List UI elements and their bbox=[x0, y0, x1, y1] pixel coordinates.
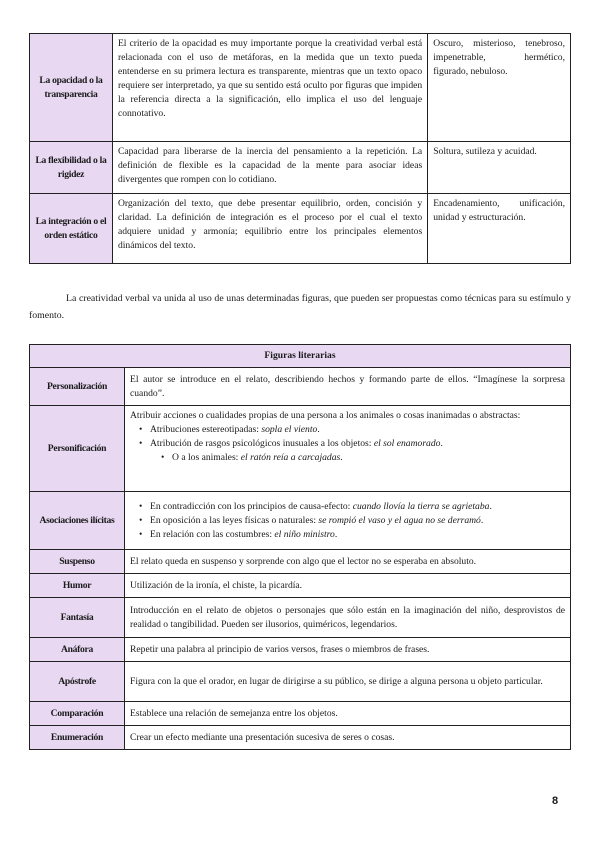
figure-description: Establece una relación de semejanza entre los objetos. bbox=[125, 702, 571, 726]
criterion-label: La opacidad o la transparencia bbox=[30, 34, 113, 142]
figure-label: Personificación bbox=[30, 406, 125, 492]
figure-description: Figura con la que el orador, en lugar de dirigirse a su público, se dirige a alguna persona u objeto particular. bbox=[125, 662, 571, 702]
table-row bbox=[30, 574, 571, 598]
figure-description: El autor se introduce en el relato, describiendo hechos y formando parte de ellos. “Imagínese la sorpresa cuando”. bbox=[125, 368, 571, 406]
bullet-text: En contradicción con los principios de causa-efecto: bbox=[150, 500, 353, 512]
figure-label: Fantasía bbox=[30, 598, 125, 638]
criterion-label: La integración o el orden estático bbox=[30, 194, 113, 264]
example-text: se rompió el vaso y el agua no se derramó bbox=[318, 514, 481, 526]
intro-paragraph: La creatividad verbal va unida al uso de unas determinadas figuras, que pueden ser propuestas como técnicas para su estímulo y fomento. bbox=[29, 293, 571, 321]
figure-description bbox=[125, 406, 571, 492]
table-row bbox=[30, 550, 571, 574]
table-row bbox=[30, 194, 571, 264]
criterion-description: El criterio de la opacidad es muy importante porque la creatividad verbal está relacionada con el uso de metáforas, en la medida que un texto pueda entenderse en su primera lectura es transparente, mientras que un texto opaco requiere ser interpretado, ya que su sentido está oculto por figuras que impiden la referencia directa a la significación, ello implica el uso del lenguaje connotativo. bbox=[112, 34, 427, 142]
creativity-criteria-table bbox=[29, 33, 571, 264]
figure-description bbox=[125, 492, 571, 550]
figure-label: Enumeración bbox=[30, 726, 125, 750]
table-row bbox=[30, 34, 571, 142]
table-row bbox=[30, 368, 571, 406]
list-item: • En oposición a las leyes físicas o naturales: se rompió el vaso y el agua no se derramó. bbox=[150, 514, 565, 528]
list-item: • En contradicción con los principios de causa-efecto: cuando llovía la tierra se agrietaba. bbox=[150, 500, 565, 514]
criterion-label: La flexibilidad o la rigidez bbox=[30, 142, 113, 194]
figure-description: Utilización de la ironía, el chiste, la picardía. bbox=[125, 574, 571, 598]
list-item: • Atribución de rasgos psicológicos inusuales a los objetos: el sol enamorado. • O a los animales: el ratón reía a carcajadas. bbox=[150, 437, 565, 465]
figure-description: El relato queda en suspenso y sorprende con algo que el lector no se esperaba en absoluto. bbox=[125, 550, 571, 574]
list-item: • O a los animales: el ratón reía a carcajadas. bbox=[172, 451, 565, 465]
example-text: el niño ministro bbox=[274, 528, 335, 540]
bullet-text: O a los animales: bbox=[172, 452, 241, 463]
criterion-qualities: Soltura, sutileza y acuidad. bbox=[428, 142, 571, 194]
criterion-description: Organización del texto, que debe presentar equilibrio, orden, concisión y claridad. La definición de integración es el proceso por el cual el texto adquiere unidad y armonía; equilibrio entre los principales elementos dinámicos del texto. bbox=[112, 194, 427, 264]
table-row bbox=[30, 662, 571, 702]
table-row bbox=[30, 406, 571, 492]
table-row bbox=[30, 702, 571, 726]
figure-label: Suspenso bbox=[30, 550, 125, 574]
example-text: cuando llovía la tierra se agrietaba bbox=[352, 500, 490, 512]
bullet-text: Atribuciones estereotipadas: bbox=[150, 424, 262, 435]
list-item: • Atribuciones estereotipadas: sopla el viento. bbox=[150, 423, 565, 437]
figure-label: Asociaciones ilícitas bbox=[30, 492, 125, 550]
example-text: el ratón reía a carcajadas bbox=[240, 452, 341, 463]
table-row bbox=[30, 598, 571, 638]
bullet-text: Atribución de rasgos psicológicos inusuales a los objetos: bbox=[150, 438, 374, 449]
figure-label: Humor bbox=[30, 574, 125, 598]
example-text: sopla el viento bbox=[261, 424, 318, 435]
criterion-description: Capacidad para liberarse de la inercia del pensamiento a la repetición. La definición de flexible es la capacidad de la mente para asociar ideas divergentes que rompen con lo cotidiano. bbox=[112, 142, 427, 194]
list-item: • En relación con las costumbres: el niño ministro. bbox=[150, 528, 565, 542]
figure-description: Repetir una palabra al principio de varios versos, frases o miembros de frases. bbox=[125, 638, 571, 662]
table-title: Figuras literarias bbox=[30, 345, 571, 368]
table-row bbox=[30, 638, 571, 662]
figure-label: Anáfora bbox=[30, 638, 125, 662]
figure-label: Personalización bbox=[30, 368, 125, 406]
figure-label: Apóstrofe bbox=[30, 662, 125, 702]
criterion-qualities: Oscuro, misterioso, tenebroso, impenetrable, hermético, figurado, nebuloso. bbox=[428, 34, 571, 142]
literary-figures-table bbox=[29, 344, 571, 750]
table-header-row bbox=[30, 345, 571, 368]
example-text: el sol enamorado bbox=[373, 438, 441, 449]
table-row bbox=[30, 142, 571, 194]
figure-intro: Atribuir acciones o cualidades propias de una persona a los animales o cosas inanimadas o abstractas: bbox=[130, 410, 521, 421]
figure-label: Comparación bbox=[30, 702, 125, 726]
figure-description: Introducción en el relato de objetos o personajes que sólo están en la imaginación del niño, desprovistos de realidad o tangibilidad. Pueden ser ilusorios, quiméricos, legendarios. bbox=[125, 598, 571, 638]
table-row bbox=[30, 492, 571, 550]
figure-description: Crear un efecto mediante una presentación sucesiva de seres o cosas. bbox=[125, 726, 571, 750]
bullet-text: En relación con las costumbres: bbox=[150, 528, 275, 540]
criterion-qualities: Encadenamiento, unificación, unidad y estructuración. bbox=[428, 194, 571, 264]
bullet-text: En oposición a las leyes físicas o naturales: bbox=[150, 514, 319, 526]
table-row bbox=[30, 726, 571, 750]
page-number: 8 bbox=[552, 795, 559, 807]
